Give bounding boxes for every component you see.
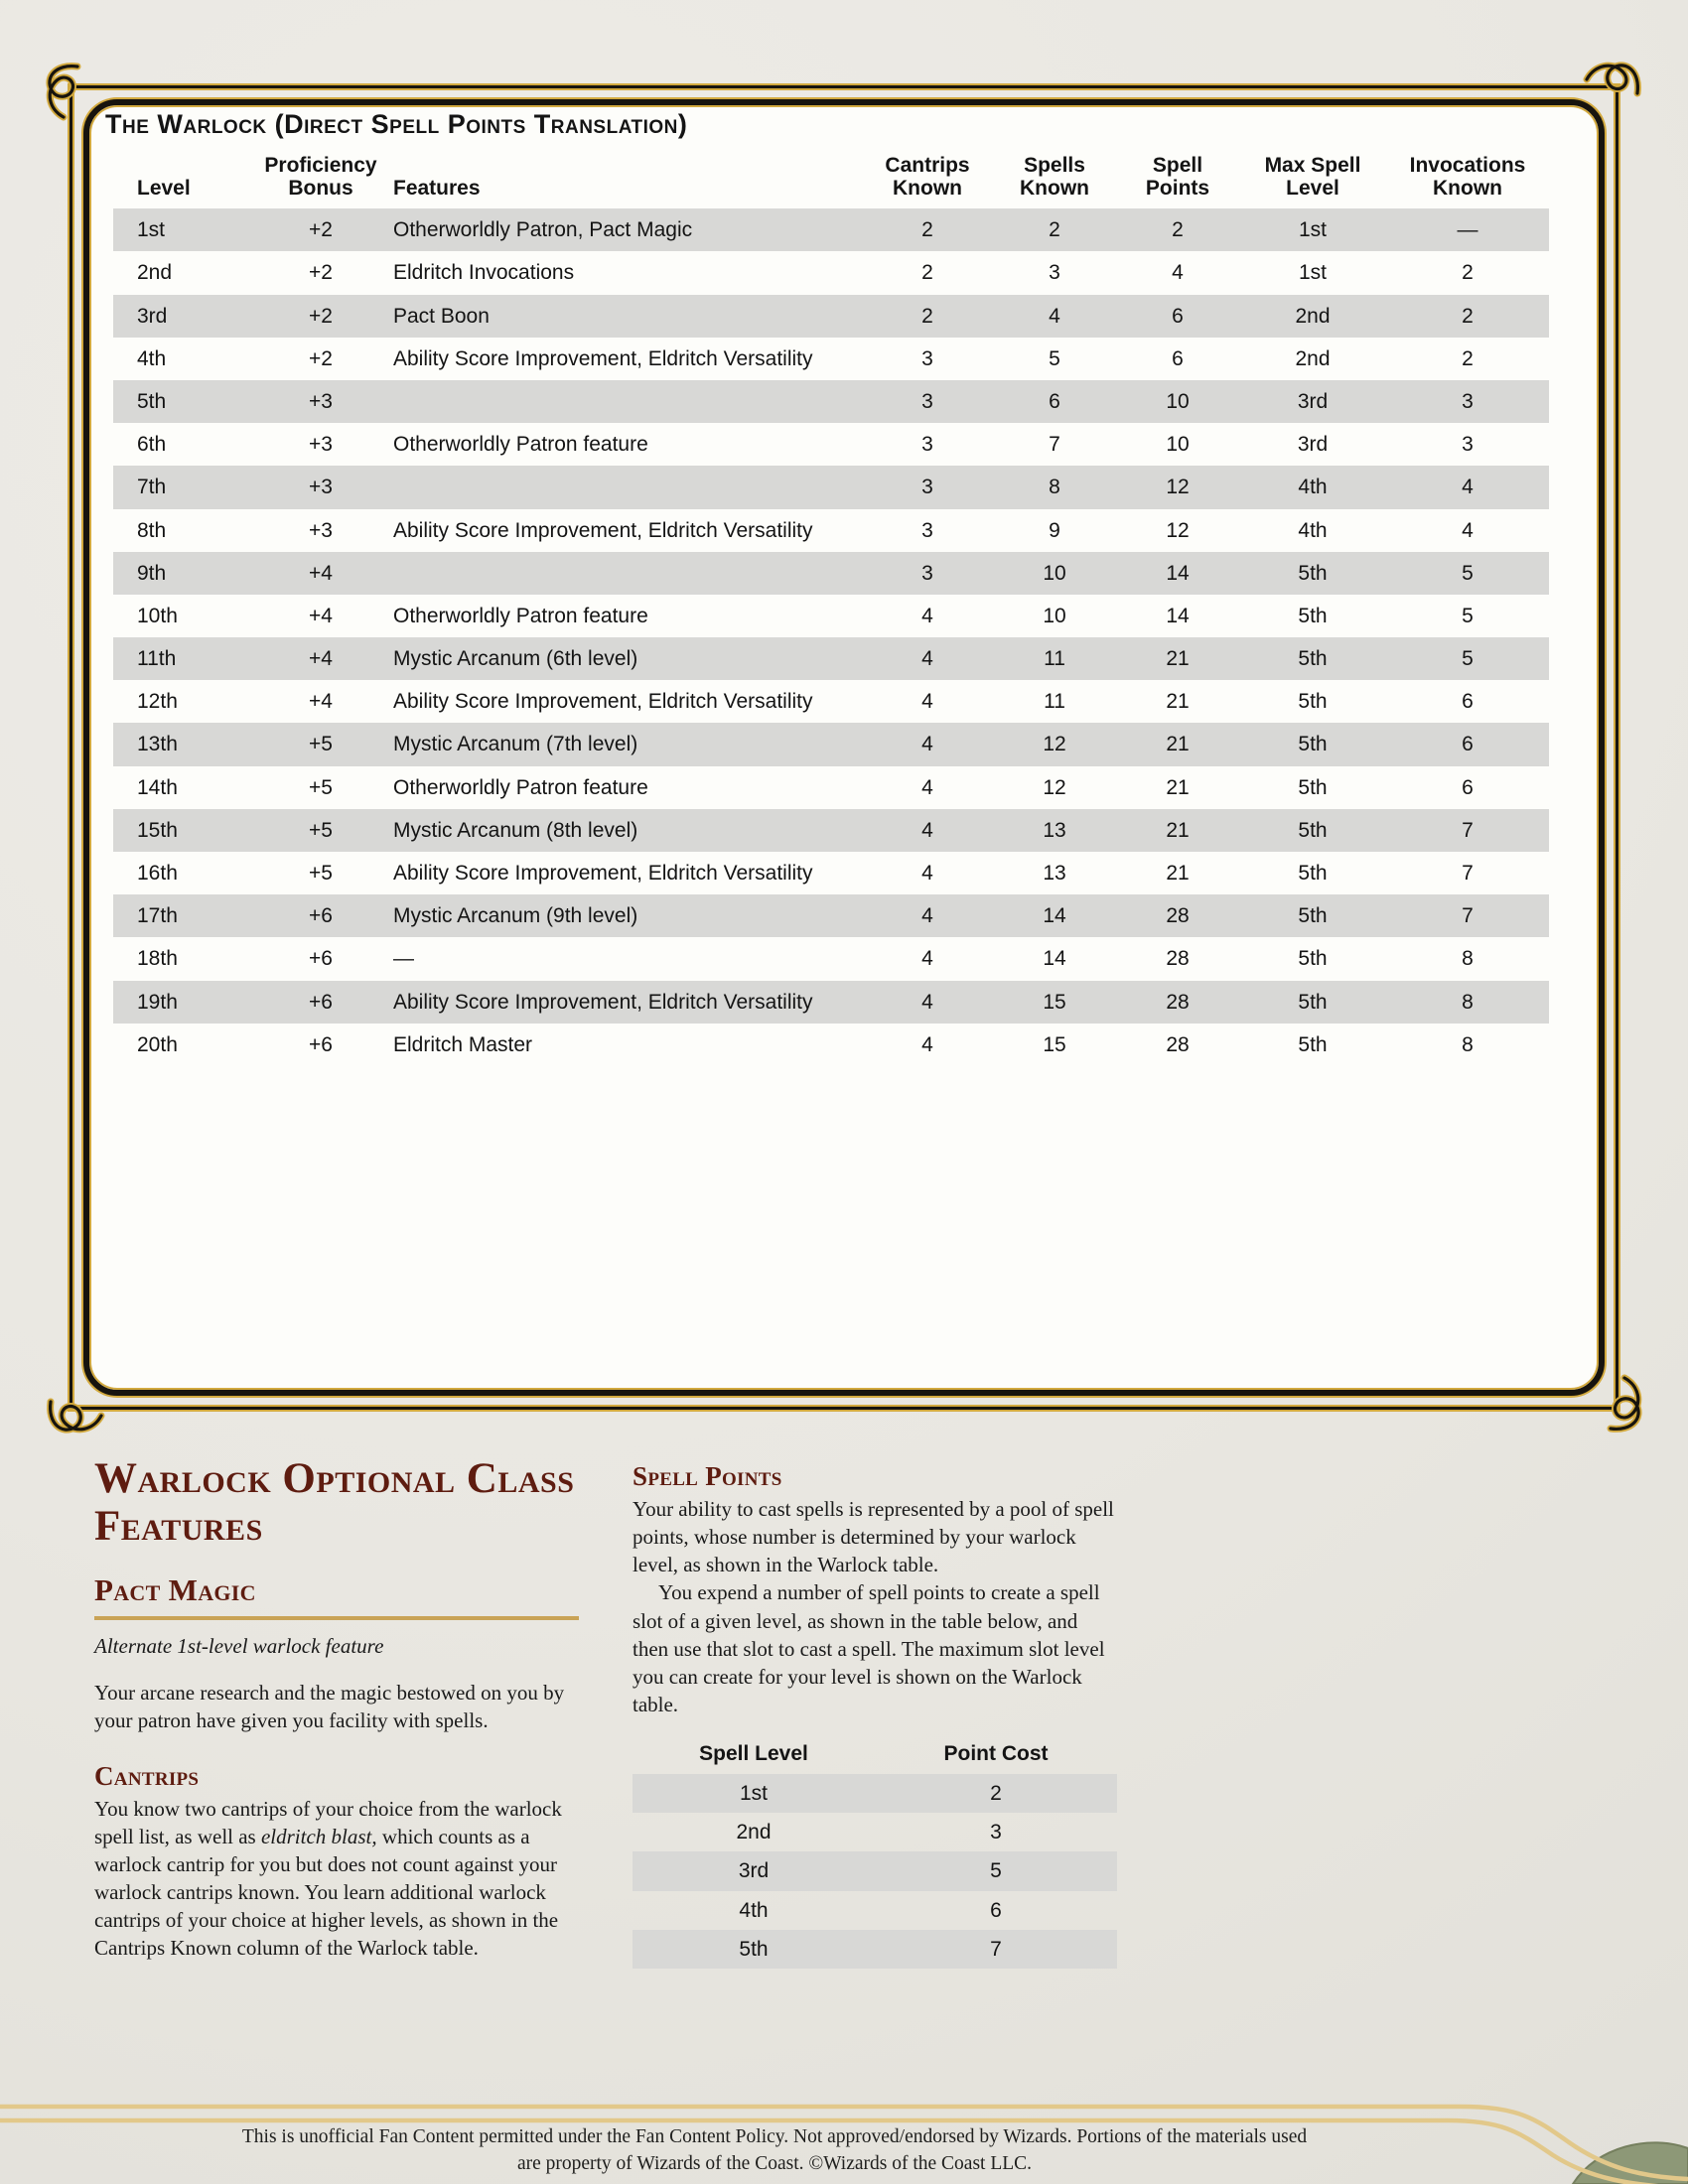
table-row bbox=[113, 251, 1549, 294]
table-cell: 7 bbox=[1049, 433, 1060, 457]
table-cell: 4 bbox=[921, 733, 933, 756]
table-cell: Ability Score Improvement, Eldritch Versatility bbox=[393, 862, 813, 885]
pact-magic-body: Your arcane research and the magic bestowed on you by your patron have given you facility with spells. bbox=[94, 1681, 565, 1733]
cantrips-body-italic: eldritch blast, bbox=[260, 1824, 377, 1848]
table-cell: 7 bbox=[1462, 818, 1474, 842]
table-cell: 2 bbox=[1172, 218, 1184, 242]
table-cell: Otherworldly Patron, Pact Magic bbox=[393, 218, 693, 242]
table-cell: 14 bbox=[1166, 604, 1190, 627]
table-cell: 2 bbox=[921, 218, 933, 242]
table-row bbox=[113, 208, 1549, 251]
table-cell: 20th bbox=[137, 1032, 178, 1056]
cantrips-body bbox=[94, 1795, 579, 1963]
pact-magic-heading: Pact Magic bbox=[94, 1572, 579, 1620]
table-row bbox=[113, 937, 1549, 980]
table-row bbox=[113, 509, 1549, 552]
table-cell: 8 bbox=[1462, 947, 1474, 971]
column-header: Cantrips Known bbox=[885, 154, 970, 201]
warlock-table bbox=[113, 154, 1549, 1066]
table-cell: +4 bbox=[309, 561, 333, 585]
table-cell: 12th bbox=[137, 690, 178, 714]
column-header: Max Spell Level bbox=[1264, 154, 1361, 201]
table-cell: 21 bbox=[1166, 775, 1190, 799]
table-cell: +3 bbox=[309, 433, 333, 457]
column-header: Spell Points bbox=[1145, 154, 1210, 201]
table-cell: 2nd bbox=[1295, 304, 1331, 328]
table-cell: 21 bbox=[1166, 690, 1190, 714]
table-row bbox=[113, 466, 1549, 508]
table-cell: 11 bbox=[1044, 690, 1065, 714]
pact-magic-subtitle: Alternate 1st-level warlock feature bbox=[94, 1634, 384, 1659]
table-row bbox=[113, 852, 1549, 894]
table-cell bbox=[387, 466, 862, 508]
table-cell: 5 bbox=[1049, 346, 1060, 370]
table-cell: 5th bbox=[1298, 862, 1328, 885]
table-cell: 3 bbox=[1049, 261, 1060, 285]
table-cell: 8 bbox=[1462, 990, 1474, 1014]
table-cell: 7 bbox=[990, 1937, 1002, 1961]
table-cell: 2 bbox=[1049, 218, 1060, 242]
table-cell: 10 bbox=[1166, 389, 1190, 413]
table-cell: 5th bbox=[1298, 647, 1328, 671]
table-cell: 14 bbox=[1043, 947, 1066, 971]
table-cell: 6 bbox=[990, 1898, 1002, 1922]
table-cell: 16th bbox=[137, 862, 178, 885]
table-cell: 4th bbox=[739, 1898, 769, 1922]
table-cell: 4 bbox=[921, 775, 933, 799]
table-cell: 11th bbox=[137, 647, 177, 671]
table-cell bbox=[387, 552, 862, 595]
column-header: Level bbox=[137, 177, 191, 201]
table-cell: Mystic Arcanum (7th level) bbox=[393, 733, 638, 756]
table-cell: 14th bbox=[137, 775, 178, 799]
table-row bbox=[113, 380, 1549, 423]
table-cell: Otherworldly Patron feature bbox=[393, 604, 648, 627]
table-cell: 5th bbox=[1298, 690, 1328, 714]
table-cell: 5th bbox=[1298, 775, 1328, 799]
table-cell: 21 bbox=[1166, 862, 1190, 885]
table-cell: 5th bbox=[1298, 818, 1328, 842]
table-cell: +5 bbox=[309, 733, 333, 756]
table-cell: 4 bbox=[921, 904, 933, 928]
table-row bbox=[113, 595, 1549, 637]
table-cell: 1st bbox=[739, 1782, 768, 1805]
table-cell: 11 bbox=[1044, 647, 1065, 671]
header-row bbox=[113, 154, 1549, 208]
table-cell: 6th bbox=[137, 433, 167, 457]
column-header: Spell Level bbox=[699, 1742, 808, 1765]
table-cell: Ability Score Improvement, Eldritch Versatility bbox=[393, 518, 813, 542]
table-row bbox=[113, 766, 1549, 809]
table-cell: 19th bbox=[137, 990, 178, 1014]
table-cell: 14 bbox=[1166, 561, 1190, 585]
table-cell: 12 bbox=[1166, 476, 1190, 499]
table-cell: 17th bbox=[137, 904, 178, 928]
table-cell: Otherworldly Patron feature bbox=[393, 775, 648, 799]
table-cell: 2 bbox=[1462, 261, 1474, 285]
class-table-frame bbox=[70, 85, 1618, 1410]
corner-knot-icon bbox=[1581, 1372, 1644, 1435]
table-cell: +5 bbox=[309, 862, 333, 885]
table-cell: +5 bbox=[309, 818, 333, 842]
table-cell: 2 bbox=[921, 304, 933, 328]
table-cell: 5 bbox=[990, 1859, 1002, 1883]
table-cell: +2 bbox=[309, 218, 333, 242]
table-cell: 1st bbox=[137, 218, 166, 242]
table-row bbox=[113, 637, 1549, 680]
table-cell: 2nd bbox=[137, 261, 173, 285]
cantrips-body-post: which counts as a warlock cantrip for you but does not count against your warlock cantrips known. You learn additional warlock cantrips of your choice at higher levels, as shown in the Cantrips Known column of the Warlock table. bbox=[94, 1824, 559, 1961]
table-row bbox=[633, 1774, 1117, 1813]
header-row bbox=[633, 1742, 1117, 1774]
table-cell: 15 bbox=[1043, 1032, 1066, 1056]
table-cell: 4 bbox=[921, 947, 933, 971]
table-cell: 3rd bbox=[1297, 389, 1329, 413]
table-cell: 3 bbox=[1462, 433, 1474, 457]
corner-knot-icon bbox=[44, 60, 107, 123]
table-cell: 5th bbox=[137, 389, 167, 413]
table-cell: 5th bbox=[1298, 990, 1328, 1014]
fan-content-notice-line1: This is unofficial Fan Content permitted under the Fan Content Policy. Not approved/endorsed by Wizards. Portions of the materials used bbox=[241, 2126, 1308, 2147]
table-cell: 9 bbox=[1049, 518, 1060, 542]
table-cell: 28 bbox=[1166, 1032, 1190, 1056]
point-cost-table bbox=[633, 1742, 1117, 1969]
table-cell: +3 bbox=[309, 518, 333, 542]
column-header: Proficiency Bonus bbox=[264, 154, 377, 201]
section-main-heading: Warlock Optional Class Features bbox=[94, 1455, 575, 1551]
table-cell: 6 bbox=[1172, 346, 1184, 370]
table-cell: 6 bbox=[1462, 733, 1474, 756]
table-row bbox=[633, 1813, 1117, 1851]
table-cell: — bbox=[1457, 218, 1478, 242]
spell-points-para1: Your ability to cast spells is represented by a pool of spell points, whose number is determined by your warlock level, as shown in the Warlock table. bbox=[633, 1497, 1114, 1577]
table-cell: 7 bbox=[1462, 862, 1474, 885]
table-cell: 6 bbox=[1172, 304, 1184, 328]
table-cell: 3 bbox=[921, 346, 933, 370]
column-header: Point Cost bbox=[943, 1742, 1049, 1765]
table-cell: 3 bbox=[921, 518, 933, 542]
table-cell: +3 bbox=[309, 389, 333, 413]
table-cell: Otherworldly Patron feature bbox=[393, 433, 648, 457]
table-cell: 6 bbox=[1049, 389, 1060, 413]
column-header: Invocations Known bbox=[1409, 154, 1526, 201]
table-cell: Eldritch Master bbox=[393, 1032, 533, 1056]
table-cell: 5 bbox=[1462, 561, 1474, 585]
table-cell: 13 bbox=[1043, 818, 1066, 842]
table-cell: 28 bbox=[1166, 904, 1190, 928]
table-row bbox=[633, 1930, 1117, 1969]
table-cell: 6 bbox=[1462, 775, 1474, 799]
table-cell: 1st bbox=[1298, 261, 1327, 285]
table-cell: 9th bbox=[137, 561, 167, 585]
table-cell: +6 bbox=[309, 947, 333, 971]
table-cell: 4th bbox=[137, 346, 167, 370]
table-cell: +2 bbox=[309, 261, 333, 285]
table-row bbox=[113, 338, 1549, 380]
right-column bbox=[633, 1461, 1117, 1969]
table-cell: 21 bbox=[1166, 733, 1190, 756]
table-cell: 3 bbox=[921, 476, 933, 499]
table-cell: 10 bbox=[1043, 604, 1066, 627]
cantrips-body-pre: You know two cantrips of your choice from the warlock spell list, as well as bbox=[94, 1796, 562, 1848]
table-cell: 21 bbox=[1166, 647, 1190, 671]
table-cell bbox=[387, 380, 862, 423]
table-cell: 2nd bbox=[1295, 346, 1331, 370]
table-cell: 4 bbox=[921, 990, 933, 1014]
table-cell: 5th bbox=[1298, 904, 1328, 928]
table-cell: +2 bbox=[309, 304, 333, 328]
table-cell: — bbox=[393, 947, 414, 971]
table-cell: 4 bbox=[1462, 476, 1474, 499]
table-cell: 4 bbox=[1172, 261, 1184, 285]
table-cell: 7th bbox=[137, 476, 167, 499]
table-cell: 4 bbox=[921, 604, 933, 627]
table-cell: Ability Score Improvement, Eldritch Versatility bbox=[393, 346, 813, 370]
table-row bbox=[113, 809, 1549, 852]
table-cell: 8th bbox=[137, 518, 167, 542]
table-row bbox=[113, 295, 1549, 338]
table-cell: +3 bbox=[309, 476, 333, 499]
table-cell: 5th bbox=[1298, 561, 1328, 585]
column-header: Spells Known bbox=[1020, 154, 1089, 201]
table-cell: 5 bbox=[1462, 647, 1474, 671]
table-cell: 2 bbox=[1462, 304, 1474, 328]
table-cell: 6 bbox=[1462, 690, 1474, 714]
column-header: Features bbox=[393, 177, 481, 201]
table-cell: 10 bbox=[1043, 561, 1066, 585]
table-row bbox=[113, 552, 1549, 595]
fan-content-notice-line2: are property of Wizards of the Coast. ©Wizards of the Coast LLC. bbox=[516, 2152, 1033, 2174]
table-cell: 5th bbox=[1298, 947, 1328, 971]
table-cell: 2 bbox=[990, 1782, 1002, 1805]
table-row bbox=[113, 1024, 1549, 1066]
table-cell: 2nd bbox=[736, 1821, 772, 1844]
table-cell: +2 bbox=[309, 346, 333, 370]
table-cell: 3 bbox=[921, 433, 933, 457]
table-cell: 5th bbox=[1298, 604, 1328, 627]
table-row bbox=[633, 1851, 1117, 1890]
table-cell: Ability Score Improvement, Eldritch Versatility bbox=[393, 690, 813, 714]
table-cell: Mystic Arcanum (9th level) bbox=[393, 904, 638, 928]
table-cell: 21 bbox=[1166, 818, 1190, 842]
table-cell: 3 bbox=[990, 1821, 1002, 1844]
table-cell: 3rd bbox=[738, 1859, 770, 1883]
table-cell: 5 bbox=[1462, 604, 1474, 627]
table-cell: 4 bbox=[921, 862, 933, 885]
table-cell: 15 bbox=[1043, 990, 1066, 1014]
table-cell: +4 bbox=[309, 690, 333, 714]
table-row bbox=[113, 723, 1549, 765]
table-cell: 18th bbox=[137, 947, 178, 971]
table-cell: +6 bbox=[309, 1032, 333, 1056]
table-cell: Ability Score Improvement, Eldritch Versatility bbox=[393, 990, 813, 1014]
table-cell: 5th bbox=[1298, 733, 1328, 756]
corner-knot-icon bbox=[44, 1372, 107, 1435]
spell-points-heading: Spell Points bbox=[633, 1461, 782, 1491]
table-cell: +5 bbox=[309, 775, 333, 799]
table-cell: +6 bbox=[309, 904, 333, 928]
table-cell: 2 bbox=[921, 261, 933, 285]
table-cell: 4 bbox=[921, 818, 933, 842]
table-cell: 14 bbox=[1043, 904, 1066, 928]
table-cell: 2 bbox=[1462, 346, 1474, 370]
table-cell: +4 bbox=[309, 647, 333, 671]
table-cell: 4 bbox=[1462, 518, 1474, 542]
table-cell: 13th bbox=[137, 733, 178, 756]
class-table-title: The Warlock (Direct Spell Points Translation) bbox=[105, 109, 688, 139]
table-cell: 4 bbox=[921, 690, 933, 714]
table-row bbox=[113, 680, 1549, 723]
table-cell: 4th bbox=[1298, 476, 1328, 499]
table-cell: 8 bbox=[1049, 476, 1060, 499]
table-cell: 10 bbox=[1166, 433, 1190, 457]
table-cell: 3rd bbox=[137, 304, 168, 328]
table-cell: 28 bbox=[1166, 947, 1190, 971]
table-cell: 3 bbox=[1462, 389, 1474, 413]
table-cell: 5th bbox=[1298, 1032, 1328, 1056]
table-cell: 4th bbox=[1298, 518, 1328, 542]
table-cell: 12 bbox=[1043, 733, 1066, 756]
table-row bbox=[113, 894, 1549, 937]
table-row bbox=[113, 981, 1549, 1024]
fan-content-notice bbox=[0, 2124, 1549, 2178]
table-cell: 12 bbox=[1166, 518, 1190, 542]
table-cell: 7 bbox=[1462, 904, 1474, 928]
table-cell: 15th bbox=[137, 818, 178, 842]
table-cell: 3 bbox=[921, 389, 933, 413]
spell-points-para2: You expend a number of spell points to create a spell slot of a given level, as shown in the table below, and then use that slot to cast a spell. The maximum slot level you can create for your level is shown on the Warlock table. bbox=[633, 1580, 1105, 1716]
cantrips-heading: Cantrips bbox=[94, 1760, 200, 1791]
table-cell: +6 bbox=[309, 990, 333, 1014]
table-cell: 28 bbox=[1166, 990, 1190, 1014]
table-cell: Mystic Arcanum (6th level) bbox=[393, 647, 638, 671]
table-cell: 4 bbox=[921, 647, 933, 671]
table-cell: 4 bbox=[1049, 304, 1060, 328]
table-cell: 5th bbox=[739, 1937, 769, 1961]
left-column bbox=[94, 1455, 579, 1962]
table-cell: 10th bbox=[137, 604, 178, 627]
table-cell: 1st bbox=[1298, 218, 1327, 242]
table-cell: 12 bbox=[1043, 775, 1066, 799]
table-cell: 13 bbox=[1043, 862, 1066, 885]
table-cell: 4 bbox=[921, 1032, 933, 1056]
table-cell: 8 bbox=[1462, 1032, 1474, 1056]
table-cell: +4 bbox=[309, 604, 333, 627]
table-cell: 3rd bbox=[1297, 433, 1329, 457]
table-row bbox=[633, 1891, 1117, 1930]
table-cell: Eldritch Invocations bbox=[393, 261, 575, 285]
table-cell: Pact Boon bbox=[393, 304, 490, 328]
table-cell: 3 bbox=[921, 561, 933, 585]
table-row bbox=[113, 423, 1549, 466]
table-cell: Mystic Arcanum (8th level) bbox=[393, 818, 638, 842]
